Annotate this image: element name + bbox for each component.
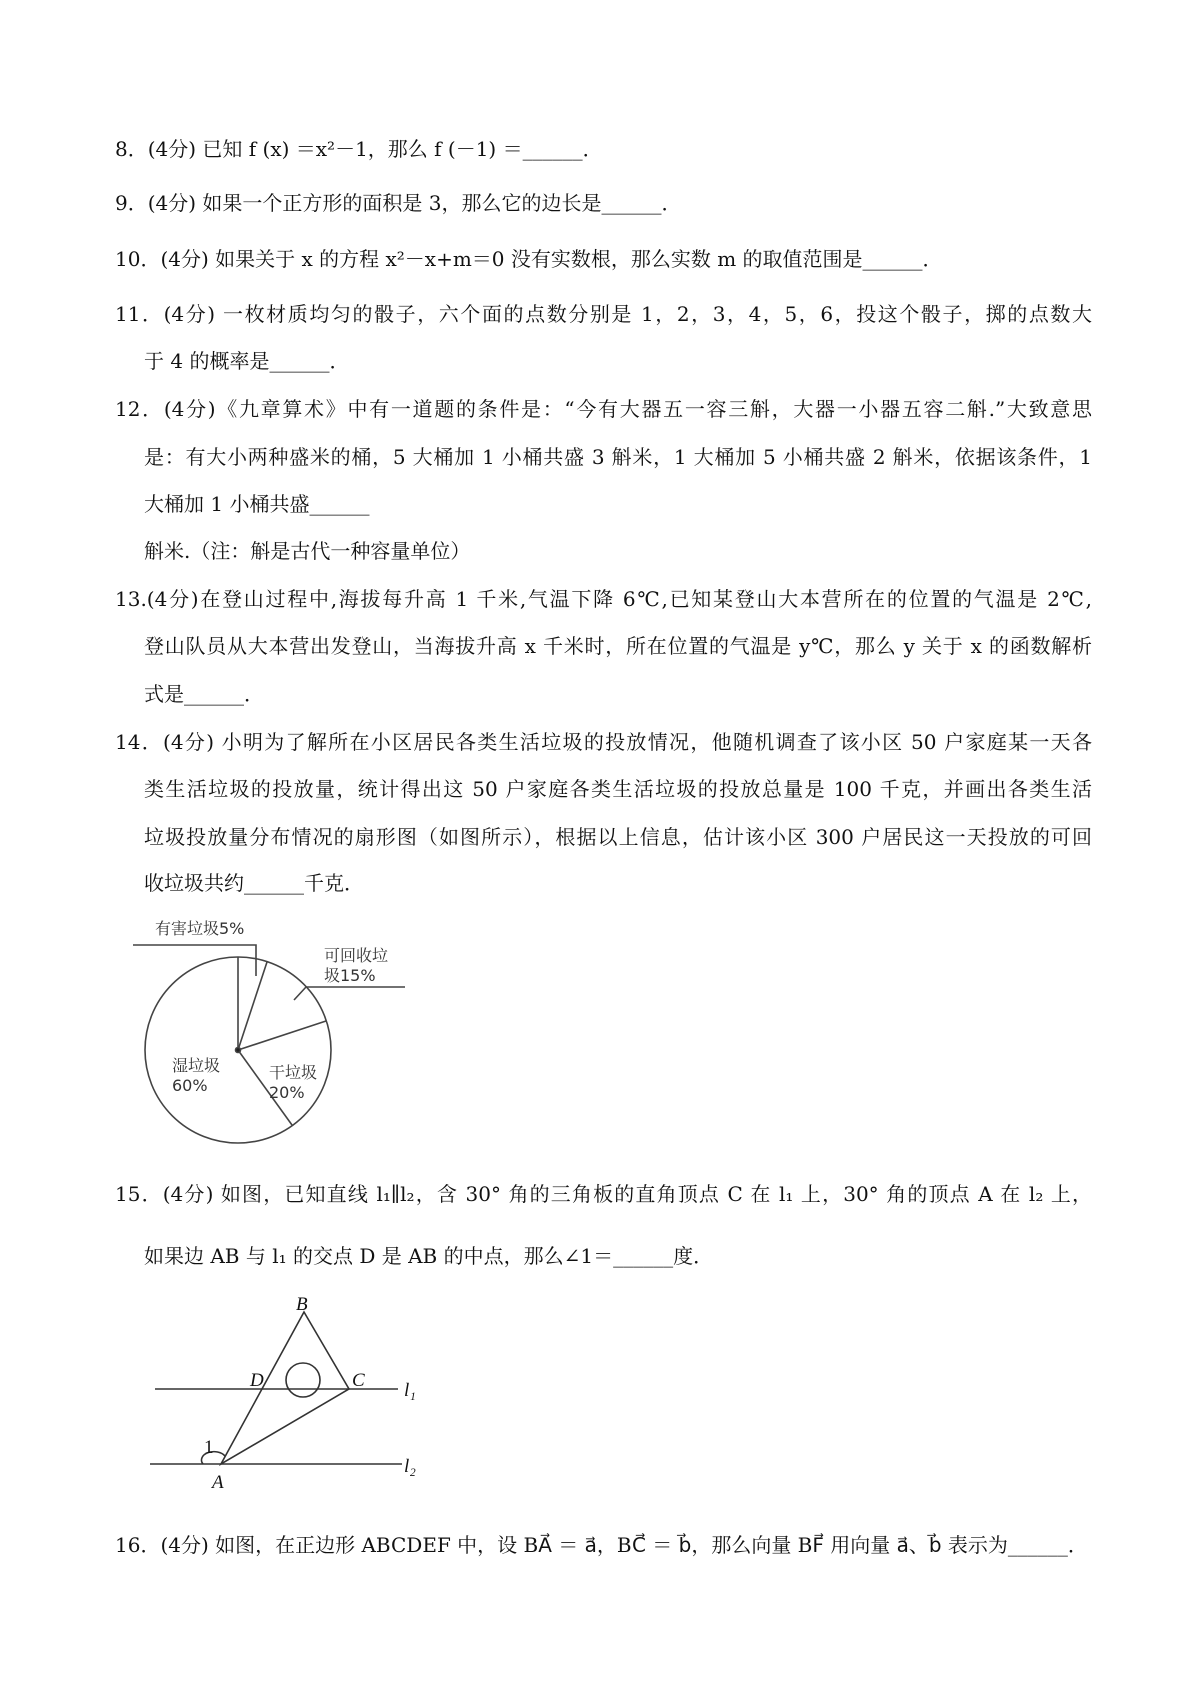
triangle-hole [286,1363,320,1397]
question-text: 类生活垃圾的投放量，统计得出这 50 户家庭各类生活垃圾的投放总量是 100 千克，并画出各类生活 [144,777,1092,801]
question-text: 斛米.（注：斛是古代一种容量单位） [144,539,471,563]
question-text: 于 4 的概率是______． [144,349,350,373]
point-d-label: D [250,1370,264,1391]
question-text: 大桶加 1 小桶共盛______ [144,492,370,516]
point-b-label: B [296,1294,308,1315]
question-text: 11．(4分) 一枚材质均匀的骰子，六个面的点数分别是 1，2，3，4，5，6，投这个骰子，掷的点数大 [115,302,1092,326]
slice-label-wet: 60% [172,1076,208,1095]
question-text: 14．(4分) 小明为了解所在小区居民各类生活垃圾的投放情况，他随机调查了该小区 50 户家庭某一天各 [115,730,1092,754]
angle-1-label: 1 [204,1437,214,1458]
leader-line [294,987,405,1000]
question-text: 8．(4分) 已知 f (x) ＝x²－1，那么 f (－1) ＝______． [115,137,603,161]
question-text: 是：有大小两种盛米的桶，5 大桶加 1 小桶共盛 3 斛米，1 大桶加 5 小桶共盛 2 斛米，依据该条件，1 [144,445,1092,469]
question-text: 式是______． [144,682,264,706]
slice-divider [238,1021,326,1050]
slice-label-hazardous: 有害垃圾5% [155,919,245,938]
slice-label-recyclable: 可回收垃 [324,946,389,965]
pie-center [236,1048,241,1053]
question-text: 10．(4分) 如果关于 x 的方程 x²－x+m＝0 没有实数根，那么实数 m 的取值范围是______． [115,247,943,271]
question-text: 12．(4分)《九章算术》中有一道题的条件是：“今有大器五一容三斛，大器一小器五容二斛.”大致意思 [115,397,1092,421]
question-text: 13.(4分)在登山过程中,海拔每升高 1 千米,气温下降 6℃,已知某登山大本营所在的位置的气温是 2℃, [115,587,1092,611]
question-text: 9．(4分) 如果一个正方形的面积是 3，那么它的边长是______． [115,191,682,215]
question-text: 15．(4分) 如图，已知直线 l₁∥l₂，含 30° 角的三角板的直角顶点 C 在 l₁ 上，30° 角的顶点 A 在 l₂ 上， [115,1182,1092,1206]
slice-label-wet: 湿垃圾 [172,1056,221,1075]
slice-divider [238,962,267,1050]
point-c-label: C [352,1370,365,1391]
point-a-label: A [212,1472,224,1493]
line-l1-label: l₁ [404,1380,416,1401]
line-l2-label: l₂ [404,1456,416,1477]
question-text: 收垃圾共约______千克． [144,871,364,895]
slice-label-recyclable: 圾15% [324,966,376,985]
question-text: 16．(4分) 如图，在正边形 ABCDEF 中，设 BA⃗ ＝ a⃗，BC⃗ ＝ b⃗，那么向量 BF⃗ 用向量 a⃗、b⃗ 表示为______． [115,1533,1088,1557]
slice-label-dry: 干垃圾 [269,1063,318,1082]
triangle-abc [221,1312,349,1464]
question-text: 如果边 AB 与 l₁ 的交点 D 是 AB 的中点，那么∠1＝______度． [144,1244,714,1268]
question-text: 垃圾投放量分布情况的扇形图（如图所示），根据以上信息，估计该小区 300 户居民这一天投放的可回 [144,825,1092,849]
question-text: 登山队员从大本营出发登山，当海拔升高 x 千米时，所在位置的气温是 y℃，那么 y 关于 x 的函数解析 [144,634,1092,658]
slice-label-dry: 20% [269,1083,305,1102]
